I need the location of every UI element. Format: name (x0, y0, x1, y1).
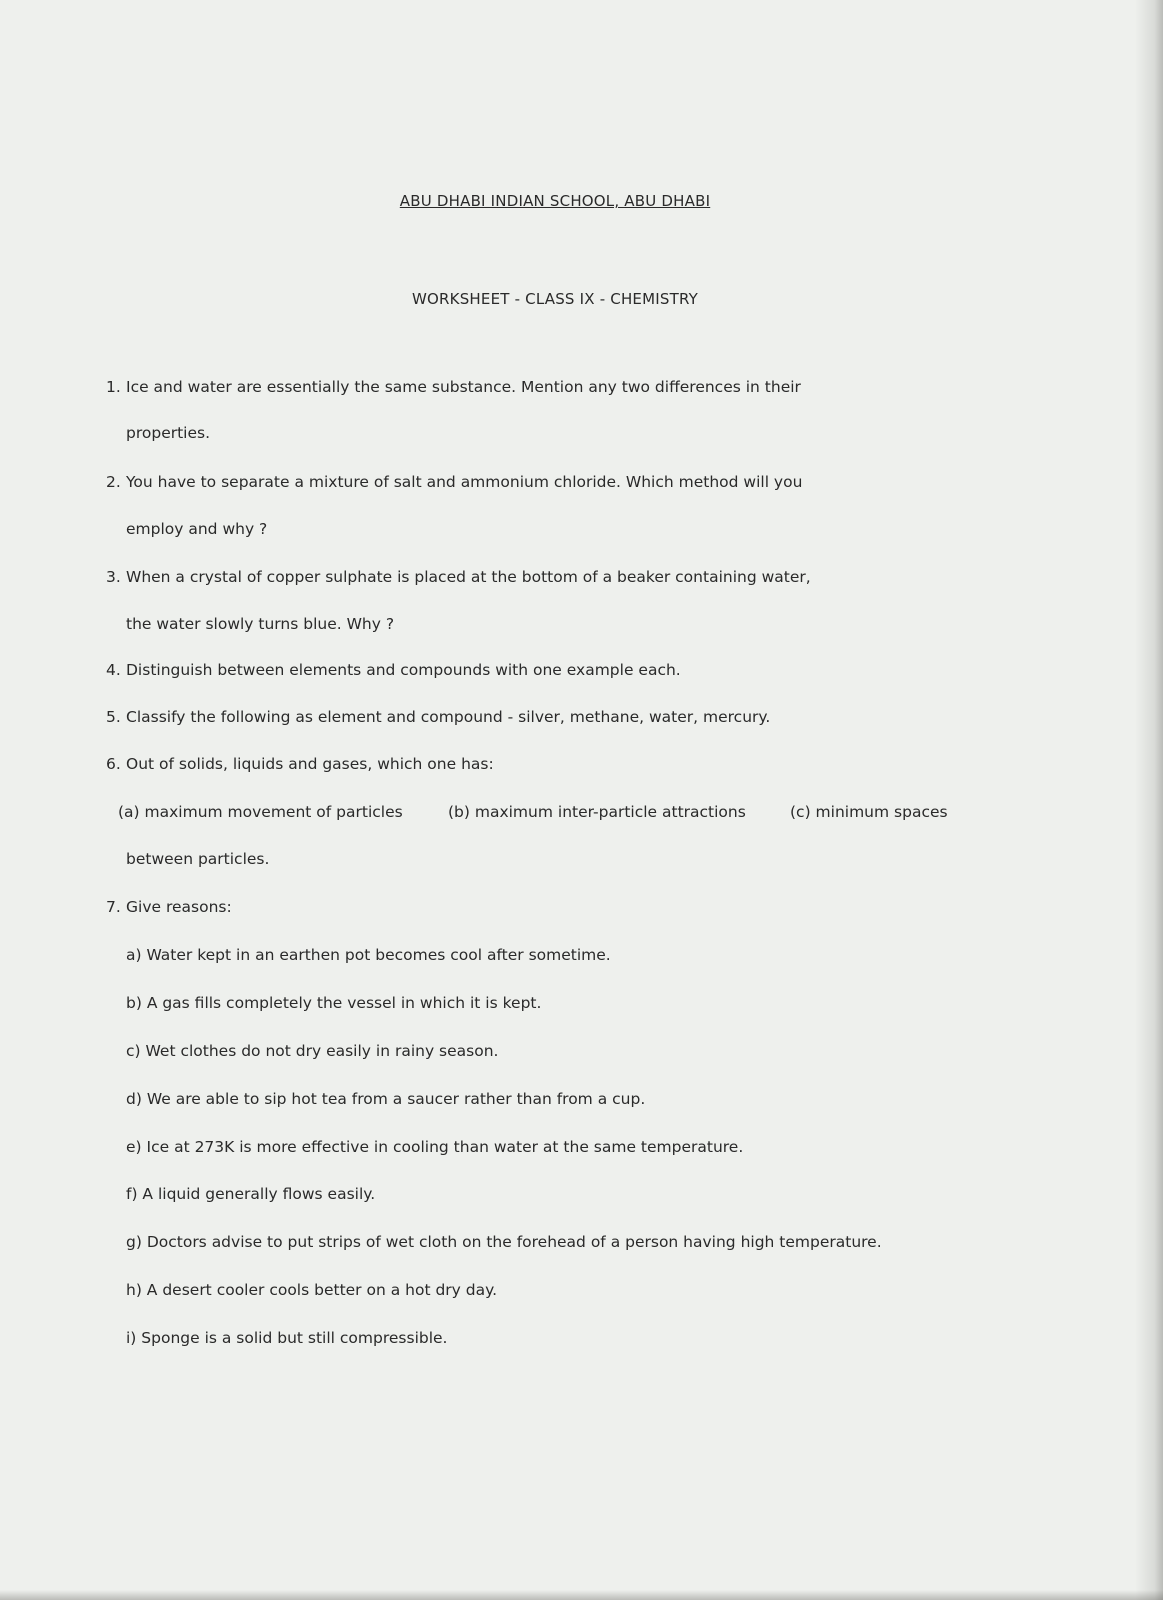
reason-item: d) We are able to sip hot tea from a saucer rather than from a cup. (126, 1090, 646, 1108)
question-4 (106, 661, 681, 679)
question-number: 3. (106, 568, 121, 586)
question-number: 2. (106, 473, 121, 491)
question-3 (106, 568, 811, 586)
question-1 (106, 378, 801, 396)
reason-item: a) Water kept in an earthen pot becomes cool after sometime. (126, 946, 611, 964)
question-text: Classify the following as element and compound - silver, methane, water, mercury. (126, 708, 771, 726)
question-number: 4. (106, 661, 121, 679)
school-title: ABU DHABI INDIAN SCHOOL, ABU DHABI (399, 192, 711, 210)
question-number: 5. (106, 708, 121, 726)
question-text: You have to separate a mixture of salt and ammonium chloride. Which method will you (126, 473, 803, 491)
question-6-options (118, 803, 1018, 825)
question-1-continued: properties. (126, 424, 211, 442)
option-a: (a) maximum movement of particles (118, 803, 403, 821)
question-text: Ice and water are essentially the same substance. Mention any two differences in their (126, 378, 801, 396)
reason-item: f) A liquid generally flows easily. (126, 1185, 376, 1203)
scan-edge-bottom (0, 1590, 1163, 1600)
worksheet-title: WORKSHEET - CLASS IX - CHEMISTRY (412, 290, 698, 308)
question-number: 6. (106, 755, 121, 773)
question-text: Give reasons: (126, 898, 232, 916)
question-number: 1. (106, 378, 121, 396)
question-3-continued: the water slowly turns blue. Why ? (126, 615, 395, 633)
question-text: Out of solids, liquids and gases, which one has: (126, 755, 494, 773)
option-b: (b) maximum inter-particle attractions (448, 803, 746, 821)
reason-item: b) A gas fills completely the vessel in which it is kept. (126, 994, 542, 1012)
scan-edge-right (1135, 0, 1163, 1600)
question-5 (106, 708, 770, 726)
question-6-continued: between particles. (126, 850, 270, 868)
question-7 (106, 898, 232, 916)
reason-item: h) A desert cooler cools better on a hot dry day. (126, 1281, 497, 1299)
reason-item: e) Ice at 273K is more effective in cooling than water at the same temperature. (126, 1138, 744, 1156)
reason-item: i) Sponge is a solid but still compressible. (126, 1329, 448, 1347)
question-text: When a crystal of copper sulphate is placed at the bottom of a beaker containing water, (126, 568, 811, 586)
question-number: 7. (106, 898, 121, 916)
option-c: (c) minimum spaces (790, 803, 948, 821)
question-6 (106, 755, 494, 773)
reason-item: g) Doctors advise to put strips of wet cloth on the forehead of a person having high temperature. (126, 1233, 882, 1251)
reason-item: c) Wet clothes do not dry easily in rainy season. (126, 1042, 499, 1060)
question-2-continued: employ and why ? (126, 520, 268, 538)
question-2 (106, 473, 802, 491)
question-text: Distinguish between elements and compounds with one example each. (126, 661, 681, 679)
